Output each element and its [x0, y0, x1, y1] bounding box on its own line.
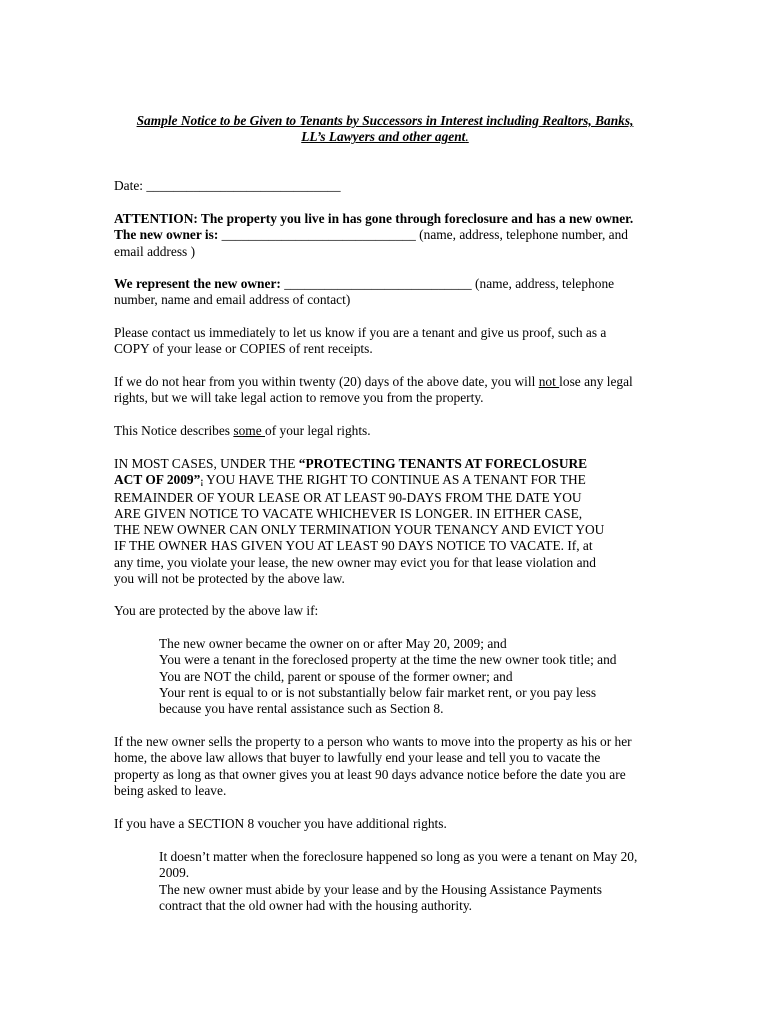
section8-list: [159, 849, 664, 914]
most-cases-line-4: ARE GIVEN NOTICE TO VACATE WHICHEVER IS LONGER. IN EITHER CASE,: [114, 505, 583, 521]
describes-some: some: [233, 423, 265, 438]
represent-hint-2: number, name and email address of contact): [114, 292, 351, 308]
describes-pre: This Notice describes: [114, 423, 234, 438]
date-label: Date:: [114, 178, 143, 193]
title-period: .: [465, 129, 469, 145]
new-owner-hint: (name, address, telephone number, and: [419, 227, 628, 243]
most-cases-line-2: [114, 472, 659, 489]
contact-line-2: COPY of your lease or COPIES of rent receipts.: [114, 341, 373, 357]
sells-line-3: property as long as that owner gives you at least 90 days advance notice before the date you are: [114, 766, 626, 782]
hear-line-1: [114, 374, 659, 390]
section8-intro: If you have a SECTION 8 voucher you have additional rights.: [114, 816, 447, 831]
new-owner-line: [114, 227, 659, 243]
contact-line-1: Please contact us immediately to let us know if you are a tenant and give us proof, such as a: [114, 325, 607, 340]
describes-paragraph: [114, 423, 659, 439]
most-cases-line-6: IF THE OWNER HAS GIVEN YOU AT LEAST 90 DAYS NOTICE TO VACATE. If, at: [114, 538, 593, 554]
represent-hint: (name, address, telephone: [475, 276, 615, 291]
most-cases-line-7: any time, you violate your lease, the new owner may evict you for that lease violation and: [114, 554, 596, 570]
date-blank: _____________________________: [146, 178, 341, 193]
hear-line-2: rights, but we will take legal action to remove you from the property.: [114, 390, 484, 406]
title-line-2: [100, 129, 670, 145]
describes-post: of your legal rights.: [265, 423, 371, 438]
title-line-1: Sample Notice to be Given to Tenants by Successors in Interest including Realtors, Banks,: [136, 113, 634, 128]
section8-item-1-line-1: It doesn’t matter when the foreclosure happened so long as you were a tenant on May 20,: [159, 849, 638, 864]
protected-list: [159, 636, 664, 717]
represent-blank: ____________________________: [284, 276, 472, 291]
most-cases-line-8: you will not be protected by the above law.: [114, 571, 345, 587]
act-separator: ¡: [200, 476, 204, 487]
list-item: Your rent is equal to or is not substantially below fair market rent, or you pay less: [159, 684, 597, 700]
new-owner-label: The new owner is:: [114, 227, 219, 243]
most-cases-line-5: THE NEW OWNER CAN ONLY TERMINATION YOUR TENANCY AND EVICT YOU: [114, 522, 605, 538]
sells-line-1: If the new owner sells the property to a person who wants to move into the property as his or her: [114, 734, 632, 749]
contact-paragraph: [114, 325, 659, 358]
hear-paragraph: [114, 374, 659, 407]
act-name-part-2: ACT OF 2009”: [114, 472, 201, 488]
document-title: [100, 113, 670, 146]
section8-item-2-line-2: contract that the old owner had with the housing authority.: [159, 897, 472, 913]
hear-not: not: [538, 374, 560, 389]
title-line-2-text: LL’s Lawyers and other agent: [301, 129, 466, 145]
section8-item-1-line-2: 2009.: [159, 865, 190, 881]
act-name-part-1: “PROTECTING TENANTS AT FORECLOSURE: [298, 456, 588, 471]
most-cases-line-3: REMAINDER OF YOUR LEASE OR AT LEAST 90-DAYS FROM THE DATE YOU: [114, 489, 582, 505]
list-item: You were a tenant in the foreclosed property at the time the new owner took title; and: [159, 652, 617, 668]
new-owner-hint-2: email address ): [114, 243, 196, 259]
attention-paragraph: [114, 211, 659, 260]
represent-line: [114, 276, 659, 292]
list-item: You are NOT the child, parent or spouse of the former owner; and: [159, 668, 513, 684]
section8-item-2-line-1: The new owner must abide by your lease and by the Housing Assistance Payments: [159, 881, 602, 897]
represent-label: We represent the new owner:: [114, 276, 281, 291]
sells-line-2: home, the above law allows that buyer to lawfully end your lease and tell you to vacate the: [114, 750, 601, 766]
sells-paragraph: [114, 734, 659, 799]
most-cases-line-2-rest: YOU HAVE THE RIGHT TO CONTINUE AS A TENANT FOR THE: [203, 472, 586, 488]
most-cases-line-1: [114, 456, 659, 472]
attention-heading: ATTENTION: The property you live in has gone through foreclosure and has a new owner.: [114, 211, 634, 226]
list-item-continuation: because you have rental assistance such as Section 8.: [159, 701, 444, 717]
most-cases-paragraph: [114, 456, 659, 587]
list-item: The new owner became the owner on or after May 20, 2009; and: [159, 636, 507, 651]
represent-paragraph: [114, 276, 659, 309]
date-line: [114, 178, 659, 194]
new-owner-blank: _____________________________: [221, 227, 416, 243]
hear-pre: If we do not hear from you within twenty (20) days of the above date, you will: [114, 374, 539, 389]
sells-line-4: being asked to leave.: [114, 782, 227, 798]
protected-intro: You are protected by the above law if:: [114, 603, 319, 618]
hear-post: lose any legal: [559, 374, 633, 389]
most-cases-pre: IN MOST CASES, UNDER THE: [114, 456, 299, 471]
